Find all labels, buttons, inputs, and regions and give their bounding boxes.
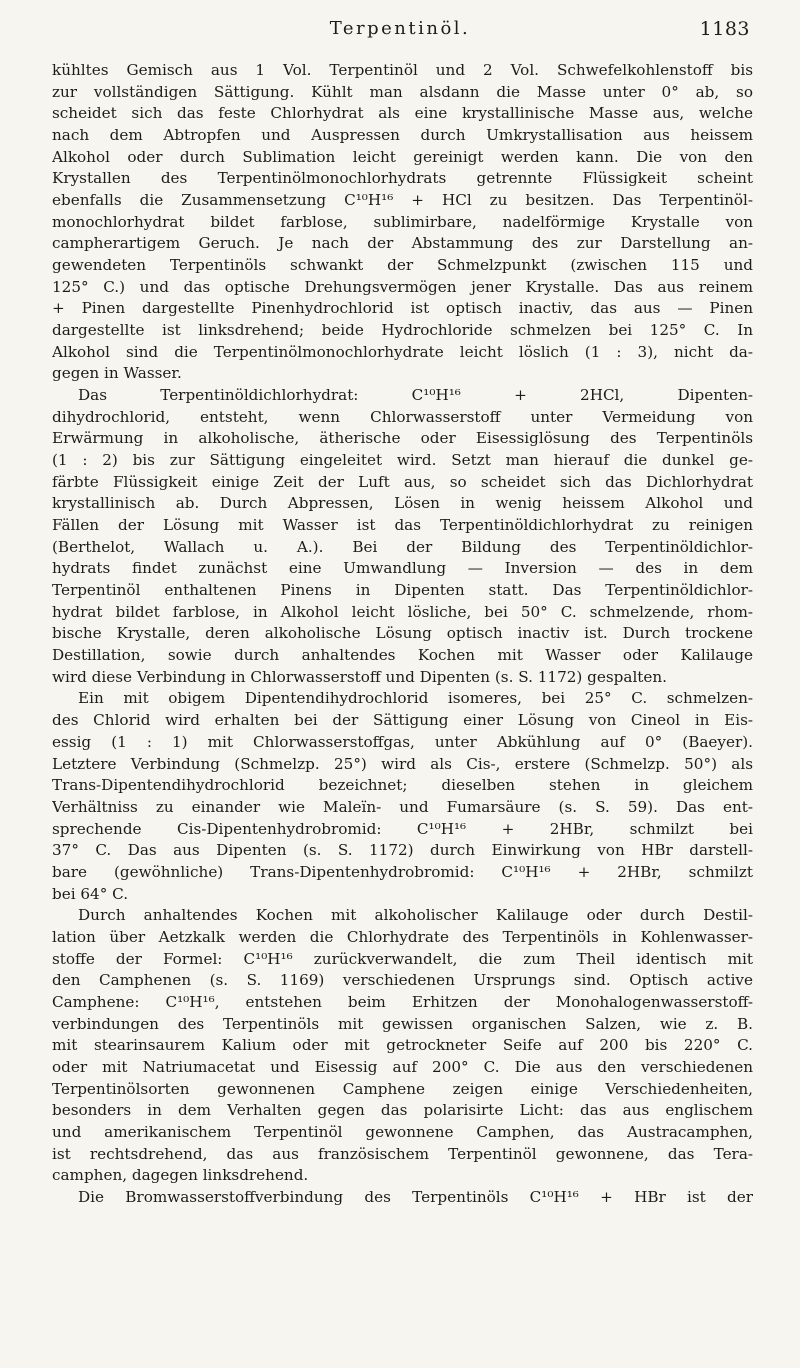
text-line: mit stearinsaurem Kalium oder mit getrockneter Seife auf 200 bis 220° C. <box>52 1036 753 1055</box>
page-header <box>0 18 800 48</box>
text-line: gewendeten Terpentinöls schwankt der Schmelzpunkt (zwischen 115 und <box>52 256 753 275</box>
text-line: kühltes Gemisch aus 1 Vol. Terpentinöl und 2 Vol. Schwefelkohlenstoff bis <box>52 61 753 79</box>
body-text <box>52 60 753 1209</box>
text-line: wird diese Verbindung in Chlorwasserstoff und Dipenten (s. S. 1172) gespalten. <box>52 667 668 686</box>
text-line: ist rechtsdrehend, das aus französischem Terpentinöl gewonnene, das Tera- <box>52 1144 753 1163</box>
text-line: stoffe der Formel: C¹⁰H¹⁶ zurückverwandelt, die zum Theil identisch mit <box>52 949 753 968</box>
text-line: bische Krystalle, deren alkoholische Lösung optisch inactiv ist. Durch trockene <box>52 624 753 643</box>
text-line: sprechende Cis-Dipentenhydrobromid: C¹⁰H¹⁶ + 2HBr, schmilzt bei <box>52 819 753 838</box>
text-line: 125° C.) und das optische Drehungsvermögen jener Krystalle. Das aus reinem <box>52 277 753 296</box>
text-line: Verhältniss zu einander wie Maleïn- und Fumarsäure (s. S. 59). Das ent- <box>52 797 753 816</box>
text-line: hydrats findet zunächst eine Umwandlung — Inversion — des in dem <box>52 559 753 578</box>
text-line: + Pinen dargestellte Pinenhydrochlorid ist optisch inactiv, das aus — Pinen <box>52 299 753 318</box>
text-line: Alkohol oder durch Sublimation leicht gereinigt werden kann. Die von den <box>52 147 753 166</box>
text-line: Terpentinöl enthaltenen Pinens in Dipenten statt. Das Terpentinöldichlor- <box>52 581 753 600</box>
text-line: camphen, dagegen linksdrehend. <box>52 1166 309 1185</box>
text-line: ebenfalls die Zusammensetzung C¹⁰H¹⁶ + HCl zu besitzen. Das Terpentinöl- <box>52 191 753 210</box>
text-line: Krystallen des Terpentinölmonochlorhydrats getrennte Flüssigkeit scheint <box>52 169 753 188</box>
running-title: Terpentinöl. <box>329 18 471 39</box>
text-line: den Camphenen (s. S. 1169) verschiedenen Ursprungs sind. Optisch active <box>52 971 753 990</box>
text-line: Ein mit obigem Dipentendihydrochlorid isomeres, bei 25° C. schmelzen- <box>78 689 753 708</box>
text-line: verbindungen des Terpentinöls mit gewissen organischen Salzen, wie z. B. <box>52 1014 753 1033</box>
text-line: Camphene: C¹⁰H¹⁶, entstehen beim Erhitzen der Monohalogenwasserstoff- <box>52 992 753 1011</box>
text-line: Terpentinölsorten gewonnenen Camphene zeigen einige Verschiedenheiten, <box>52 1079 753 1098</box>
text-line: gegen in Wasser. <box>52 364 182 383</box>
text-line: campherartigem Geruch. Je nach der Abstammung des zur Darstellung an- <box>52 234 753 253</box>
text-line: Durch anhaltendes Kochen mit alkoholischer Kalilauge oder durch Destil- <box>78 906 753 925</box>
text-line: bei 64° C. <box>52 884 129 903</box>
text-line: und amerikanischem Terpentinöl gewonnene Camphen, das Austracamphen, <box>52 1122 753 1141</box>
text-line: Erwärmung in alkoholische, ätherische oder Eisessiglösung des Terpentinöls <box>52 429 753 448</box>
text-line: Die Bromwasserstoffverbindung des Terpentinöls C¹⁰H¹⁶ + HBr ist der <box>78 1187 753 1206</box>
text-line: essig (1 : 1) mit Chlorwasserstoffgas, unter Abkühlung auf 0° (Baeyer). <box>52 732 753 751</box>
text-line: dihydrochlorid, entsteht, wenn Chlorwasserstoff unter Vermeidung von <box>52 407 753 426</box>
text-line: monochlorhydrat bildet farblose, sublimirbare, nadelförmige Krystalle von <box>52 212 753 231</box>
text-line: lation über Aetzkalk werden die Chlorhydrate des Terpentinöls in Kohlenwasser- <box>52 927 753 946</box>
text-line: färbte Flüssigkeit einige Zeit der Luft aus, so scheidet sich das Dichlorhydrat <box>52 472 753 491</box>
text-line: dargestellte ist linksdrehend; beide Hydrochloride schmelzen bei 125° C. In <box>52 321 753 340</box>
text-line: des Chlorid wird erhalten bei der Sättigung einer Lösung von Cineol in Eis- <box>52 711 753 730</box>
text-line: oder mit Natriumacetat und Eisessig auf 200° C. Die aus den verschiedenen <box>52 1057 753 1076</box>
text-line: besonders in dem Verhalten gegen das polarisirte Licht: das aus englischem <box>52 1101 753 1120</box>
text-line: Fällen der Lösung mit Wasser ist das Terpentinöldichlorhydrat zu reinigen <box>52 516 753 535</box>
text-line: (1 : 2) bis zur Sättigung eingeleitet wird. Setzt man hierauf die dunkel ge- <box>52 451 753 470</box>
text-line: Alkohol sind die Terpentinölmonochlorhydrate leicht löslich (1 : 3), nicht da- <box>52 342 753 361</box>
text-line: scheidet sich das feste Chlorhydrat als eine krystallinische Masse aus, welche <box>52 104 753 123</box>
text-line: Letztere Verbindung (Schmelzp. 25°) wird als Cis-, erstere (Schmelzp. 50°) als <box>52 754 753 773</box>
text-line: krystallinisch ab. Durch Abpressen, Lösen in wenig heissem Alkohol und <box>52 494 753 513</box>
text-line: hydrat bildet farblose, in Alkohol leicht lösliche, bei 50° C. schmelzende, rhom- <box>52 602 753 621</box>
text-line: Das Terpentinöldichlorhydrat: C¹⁰H¹⁶ + 2HCl, Dipenten- <box>78 386 753 405</box>
text-line: 37° C. Das aus Dipenten (s. S. 1172) durch Einwirkung von HBr darstell- <box>52 841 753 860</box>
text-line: bare (gewöhnliche) Trans-Dipentenhydrobromid: C¹⁰H¹⁶ + 2HBr, schmilzt <box>52 862 753 881</box>
text-line: Destillation, sowie durch anhaltendes Kochen mit Wasser oder Kalilauge <box>52 646 753 665</box>
text-line: Trans-Dipentendihydrochlorid bezeichnet; dieselben stehen in gleichem <box>52 776 753 795</box>
page-number: 1183 <box>699 18 750 40</box>
text-line: nach dem Abtropfen und Auspressen durch Umkrystallisation aus heissem <box>52 126 753 145</box>
text-line: (Berthelot, Wallach u. A.). Bei der Bildung des Terpentinöldichlor- <box>52 537 753 556</box>
text-line: zur vollständigen Sättigung. Kühlt man alsdann die Masse unter 0° ab, so <box>52 82 753 101</box>
